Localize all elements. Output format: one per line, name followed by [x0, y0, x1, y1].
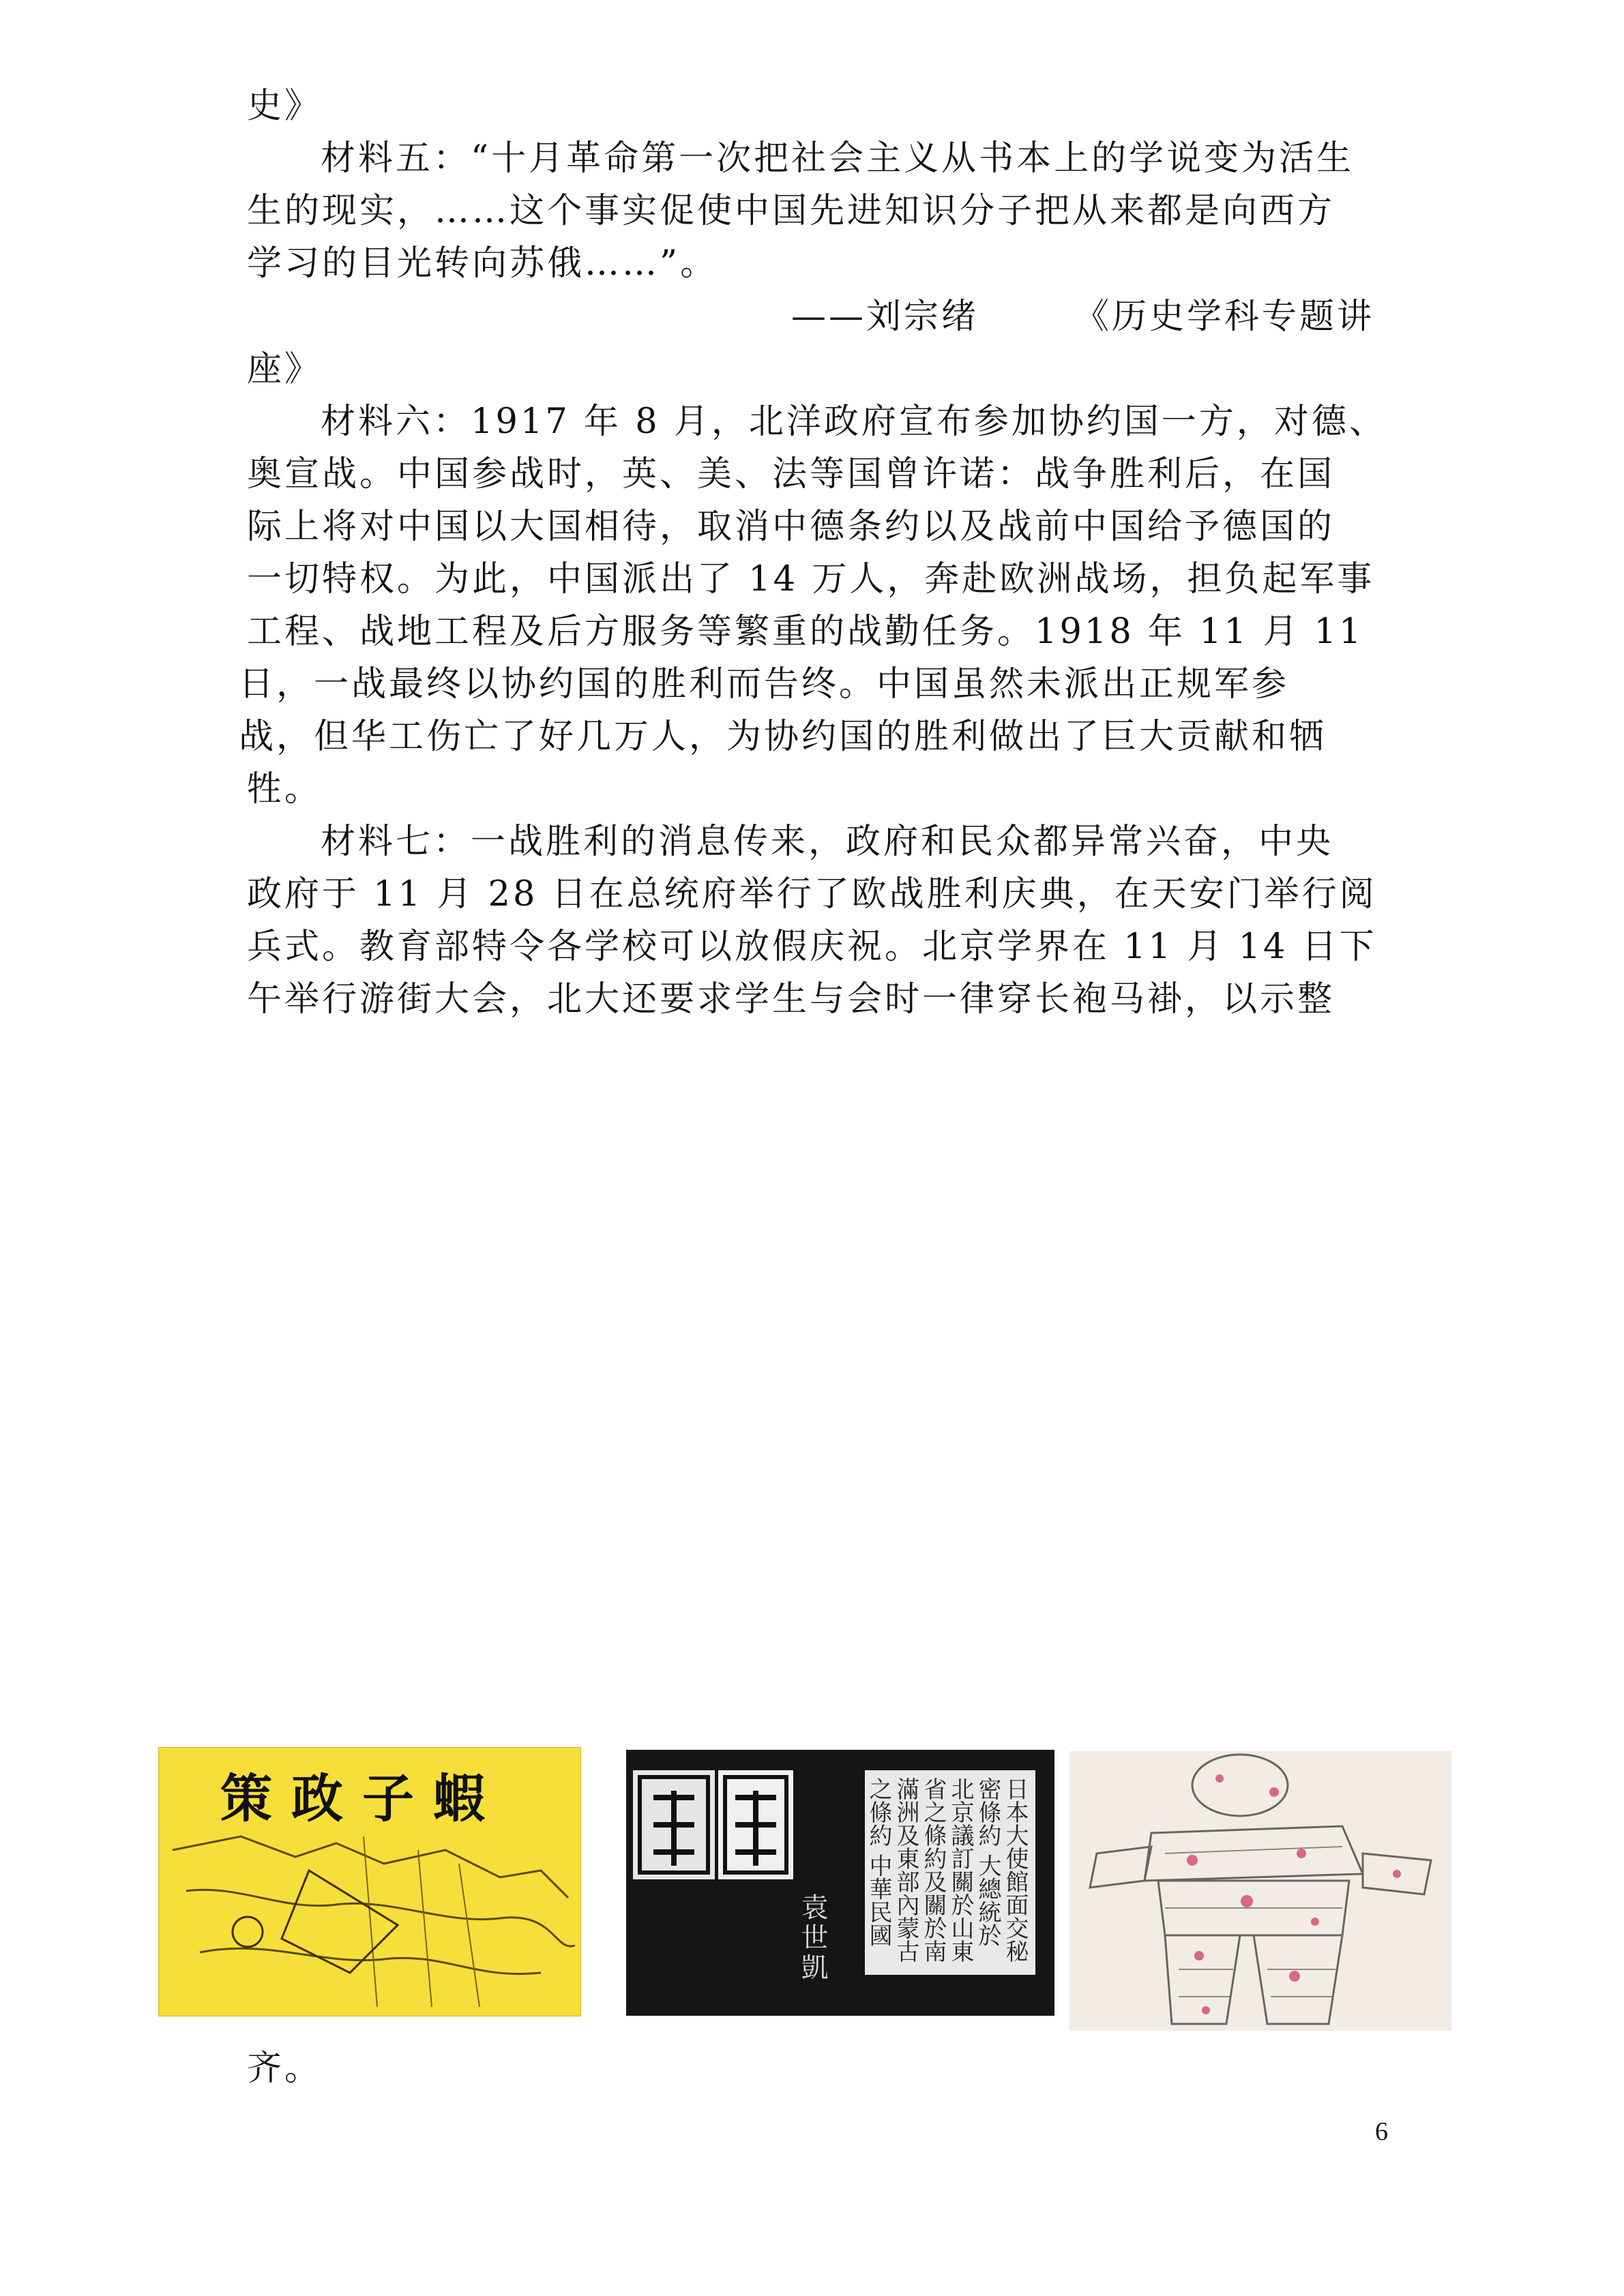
text-line: 工程、战地工程及后方服务等繁重的战勤任务。1918 年 11 月 11 — [247, 612, 1364, 652]
page-number: 6 — [1375, 2117, 1388, 2146]
text-line: 奥宣战。中国参战时，英、美、法等国曾许诺：战争胜利后，在国 — [247, 454, 1335, 494]
text-line: 一切特权。为此，中国派出了 14 万人，奔赴欧洲战场，担负起军事 — [247, 559, 1375, 599]
text-line: 材料七：一战胜利的消息传来，政府和民众都异常兴奋，中央 — [321, 822, 1334, 862]
text-line: 齐。 — [247, 2048, 323, 2089]
map-drawing — [159, 1748, 580, 2016]
text-line: 史》 — [247, 86, 323, 126]
text-line: 政府于 11 月 28 日在总统府举行了欧战胜利庆典，在天安门举行阅 — [247, 874, 1377, 914]
document-text: 日本大使館面交秘密條約 大總統於北京議訂關於山東省之條約及關於南滿洲及東部內蒙古之條約 中華民國 — [865, 1770, 1035, 1975]
text-line: 午举行游街大会，北大还要求学生与会时一律穿长袍马褂，以示整 — [247, 979, 1335, 1019]
text-line: 生的现实，……这个事实促使中国先进知识分子把从来都是向西方 — [247, 191, 1335, 231]
citation-book: 《历史学科专题讲 — [1074, 297, 1375, 337]
treaty-document-image — [626, 1750, 1054, 2016]
text-line: 材料五：“十月革命第一次把社会主义从书本上的学说变为活生 — [321, 138, 1355, 179]
text-line: 兵式。教育部特令各学校可以放假庆祝。北京学界在 11 月 14 日下 — [247, 927, 1377, 967]
signature-text: 袁世凱 — [797, 1893, 828, 1983]
map-cartoon-image — [158, 1747, 581, 2016]
text-line: 际上将对中国以大国相待，取消中德条约以及战前中国给予德国的 — [247, 507, 1335, 547]
cartoon-drawing — [1069, 1751, 1451, 2031]
citation-author: ——刘宗绪 — [791, 297, 979, 337]
text-line: 材料六：1917 年 8 月，北洋政府宣布参加协约国一方，对德、 — [321, 402, 1387, 442]
text-line: 牲。 — [247, 769, 323, 809]
text-line: 学习的目光转向苏俄……”。 — [247, 243, 718, 284]
citation-line — [791, 295, 1374, 339]
bound-figure-cartoon-image — [1069, 1751, 1451, 2031]
map-cartoon-title: 策政子蝦 — [220, 1768, 504, 1829]
text-line: 战，但华工伤亡了好几万人，为协约国的胜利做出了巨大贡献和牺 — [239, 717, 1327, 757]
text-line: 座》 — [247, 349, 323, 389]
text-line: 日，一战最终以协约国的胜利而告终。中国虽然未派出正规军参 — [239, 664, 1290, 704]
